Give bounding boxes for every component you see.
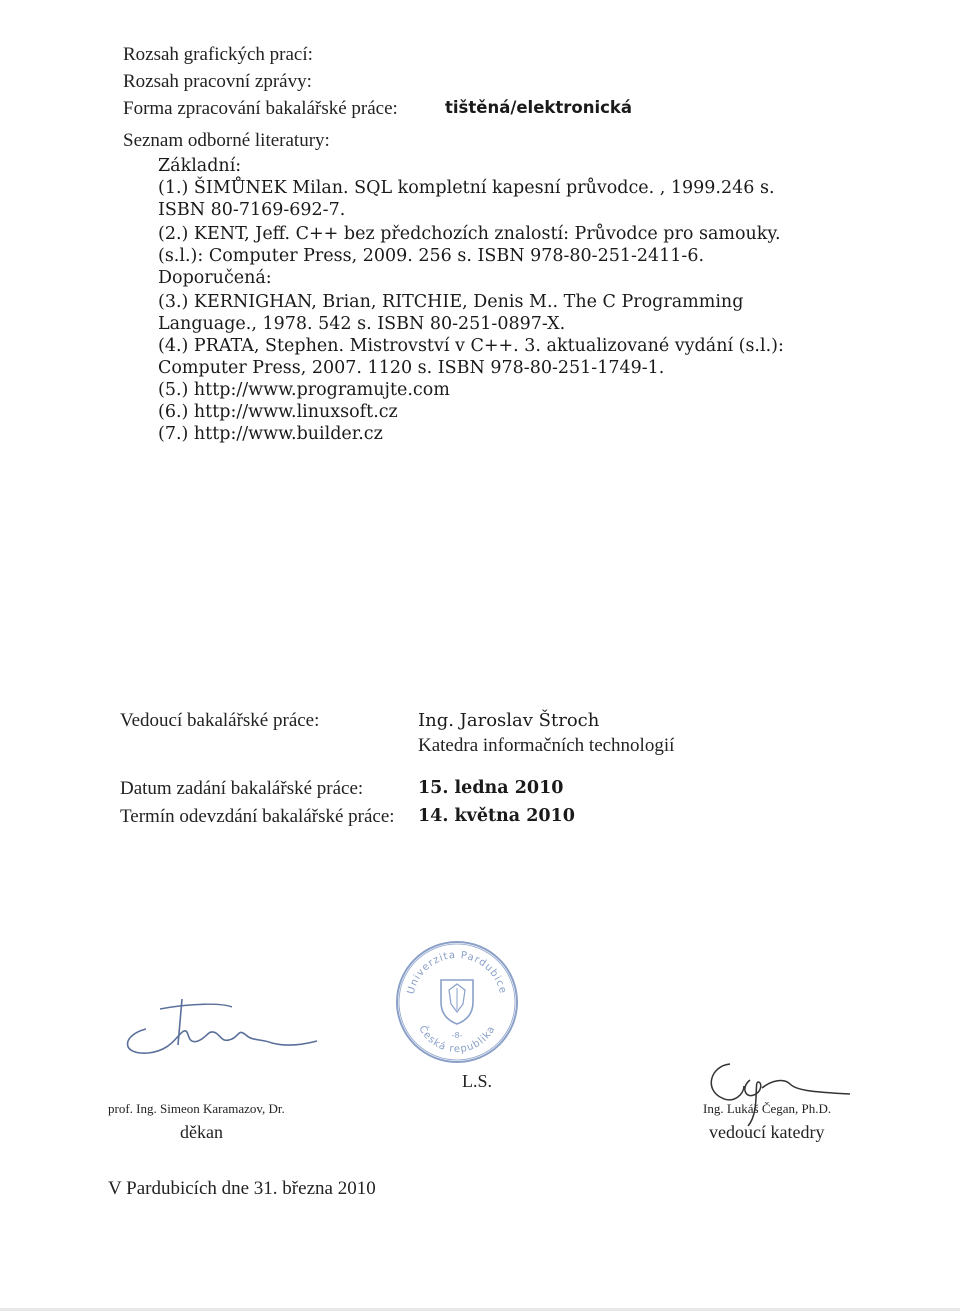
literature-line: (1.) ŠIMŮNEK Milan. SQL kompletní kapesní průvodce. , 1999.246 s.	[158, 178, 775, 198]
rozsah-pracovni-label: Rozsah pracovní zprávy:	[123, 71, 312, 92]
place-date: V Pardubicích dne 31. března 2010	[108, 1178, 376, 1199]
literature-line: ISBN 80-7169-692-7.	[158, 200, 346, 220]
dean-signature	[112, 985, 322, 1065]
odevzdani-label: Termín odevzdání bakalářské práce:	[120, 806, 395, 827]
head-name: Ing. Lukáš Čegan, Ph.D.	[703, 1101, 832, 1116]
page-bottom-edge	[0, 1308, 960, 1311]
forma-label: Forma zpracování bakalářské práce:	[123, 98, 398, 119]
zadani-value: 15. ledna 2010	[418, 778, 564, 798]
literature-line: (s.l.): Computer Press, 2009. 256 s. ISBN 978-80-251-2411-6.	[158, 246, 705, 266]
odevzdani-value: 14. května 2010	[418, 806, 575, 826]
literature-line: Language., 1978. 542 s. ISBN 80-251-0897-X.	[158, 314, 566, 334]
seznam-literatury-label: Seznam odborné literatury:	[123, 130, 330, 151]
literature-line: (5.) http://www.programujte.com	[158, 380, 450, 400]
literature-line: (6.) http://www.linuxsoft.cz	[158, 402, 398, 422]
literature-line: (4.) PRATA, Stephen. Mistrovství v C++. 3. aktualizované vydání (s.l.):	[158, 336, 784, 356]
rozsah-grafickych-label: Rozsah grafických prací:	[123, 44, 313, 65]
svg-text:Česká republika: Česká republika	[416, 1023, 498, 1056]
dean-title: děkan	[180, 1122, 223, 1142]
literature-basic-heading: Základní:	[158, 156, 242, 176]
dean-name: prof. Ing. Simeon Karamazov, Dr.	[108, 1101, 285, 1116]
literature-line: (7.) http://www.builder.cz	[158, 424, 383, 444]
forma-value: tištěná/elektronická	[445, 98, 633, 117]
head-title: vedoucí katedry	[709, 1122, 825, 1142]
literature-line: (2.) KENT, Jeff. C++ bez předchozích znalostí: Průvodce pro samouky.	[158, 224, 781, 244]
zadani-label: Datum zadání bakalářské práce:	[120, 778, 364, 799]
supervisor-label: Vedoucí bakalářské práce:	[120, 710, 320, 731]
svg-text:Univerzita Pardubice: Univerzita Pardubice	[405, 949, 509, 996]
ls-mark: L.S.	[462, 1071, 493, 1091]
literature-recommended-heading: Doporučená:	[158, 268, 272, 288]
literature-line: (3.) KERNIGHAN, Brian, RITCHIE, Denis M.. The C Programming	[158, 292, 744, 312]
supervisor-name: Ing. Jaroslav Štroch	[418, 710, 600, 731]
university-seal	[393, 938, 521, 1066]
supervisor-department: Katedra informačních technologií	[418, 735, 675, 756]
literature-line: Computer Press, 2007. 1120 s. ISBN 978-80-251-1749-1.	[158, 358, 665, 378]
svg-text:-8-: -8-	[451, 1031, 463, 1040]
head-signature	[700, 1052, 860, 1132]
